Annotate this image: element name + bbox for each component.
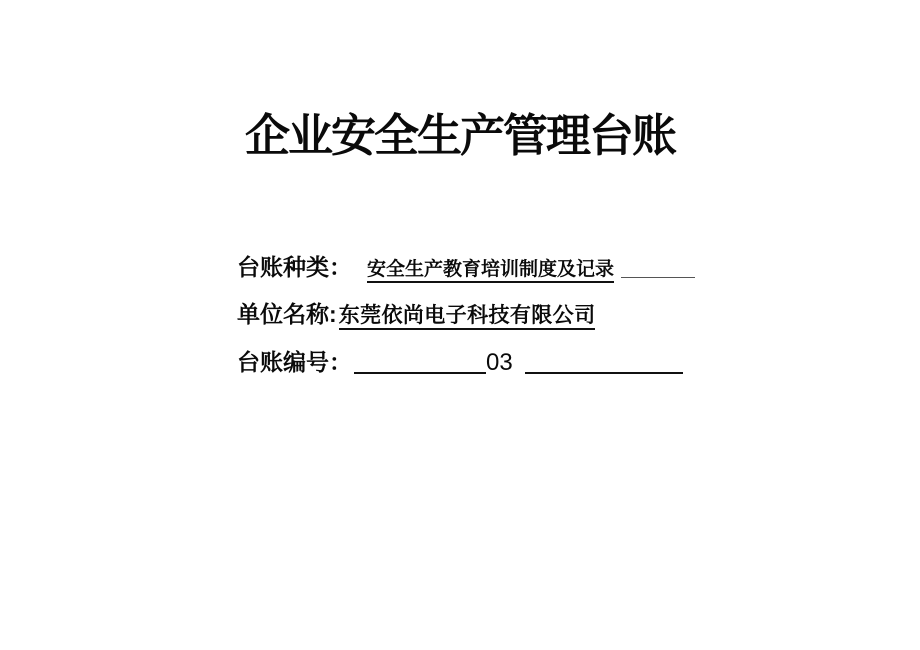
unit-name-label: 单位名称: <box>237 301 337 327</box>
blank-underline <box>621 277 695 278</box>
field-unit-name <box>237 302 595 327</box>
blank-underline <box>354 372 486 374</box>
unit-name-value: 东莞依尚电子科技有限公司 <box>339 304 596 330</box>
ledger-number-label: 台账编号： <box>237 349 352 375</box>
field-ledger-type <box>237 255 695 281</box>
ledger-number-value: 03 <box>486 349 513 376</box>
ledger-type-label: 台账种类： <box>237 254 352 280</box>
blank-underline <box>525 372 683 374</box>
ledger-type-value: 安全生产教育培训制度及记录 <box>367 259 614 283</box>
field-ledger-number <box>237 350 683 376</box>
document-title: 企业安全生产管理台账 <box>244 110 675 161</box>
